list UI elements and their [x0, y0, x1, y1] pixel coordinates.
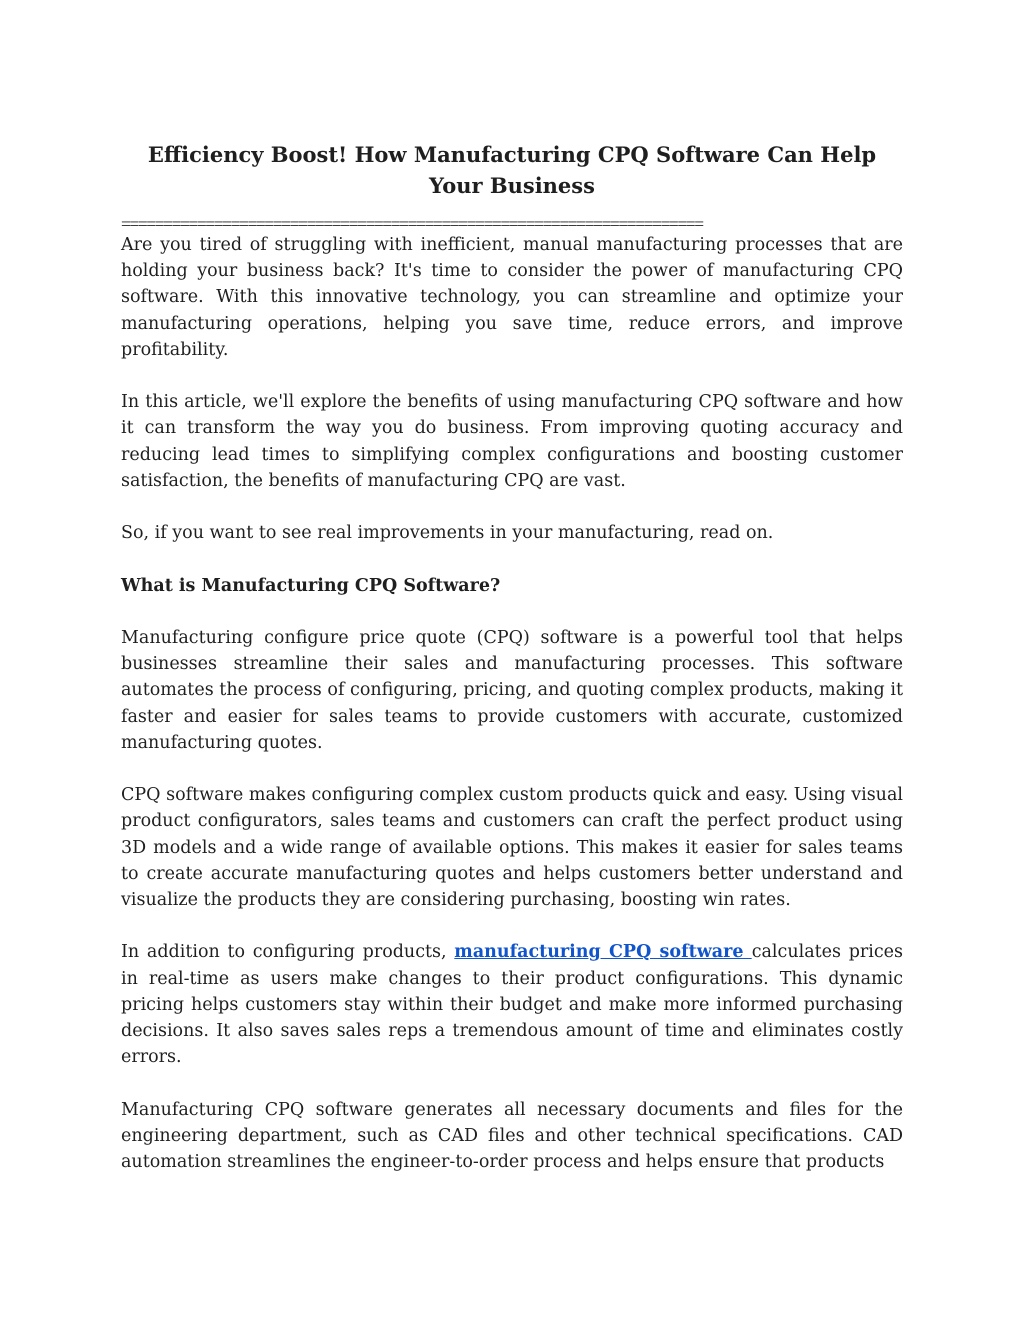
page-title: Efficiency Boost! How Manufacturing CPQ Software Can Help Your Business [147, 142, 877, 198]
configurators-paragraph: CPQ software makes configuring complex custom products quick and easy. Using visual product configurators, sales teams and customers can craft the perfect product using 3D models and a wide range of available options. This makes it easier for sales teams to create accurate manufacturing quotes and helps customers better understand and visualize the products they are considering purchasing, boosting win rates. [121, 785, 903, 910]
cad-paragraph: Manufacturing CPQ software generates all necessary documents and files for the engineering department, such as CAD files and other technical specifications. CAD automation streamlines the engineer-to-order process and helps ensure that products [121, 1099, 903, 1172]
intro-paragraph: Are you tired of struggling with inefficient, manual manufacturing processes that are holding your business back? It's time to consider the power of manufacturing CPQ software. With this innovative technology, you can streamline and optimize your manufacturing operations, helping you save time, reduce errors, and improve profitability. [121, 235, 903, 360]
read-on-paragraph: So, if you want to see real improvements in your manufacturing, read on. [121, 523, 774, 544]
divider-line: ===================================================================== [121, 218, 703, 232]
section-heading: What is Manufacturing CPQ Software? [121, 575, 501, 596]
pricing-text-before: In addition to configuring products, [121, 942, 455, 963]
cpq-software-link[interactable]: manufacturing CPQ software [454, 942, 752, 963]
article-body [121, 218, 903, 1201]
pricing-text-after: calculates prices in real-time as users make changes to their product configurations. This dynamic pricing helps customers stay within their budget and make more informed purchasing decisions. It also saves sales reps a tremendous amount of time and eliminates costly errors. [121, 942, 903, 1068]
article-paragraph: In this article, we'll explore the benefits of using manufacturing CPQ software and how it can transform the way you do business. From improving quoting accuracy and reducing lead times to simplifying complex configurations and boosting customer satisfaction, the benefits of manufacturing CPQ are vast. [121, 392, 903, 491]
pricing-paragraph [121, 939, 903, 1070]
what-is-paragraph: Manufacturing configure price quote (CPQ) software is a powerful tool that helps businesses streamline their sales and manufacturing processes. This software automates the process of configuring, pricing, and quoting complex products, making it faster and easier for sales teams to provide customers with accurate, customized manufacturing quotes. [121, 627, 903, 753]
